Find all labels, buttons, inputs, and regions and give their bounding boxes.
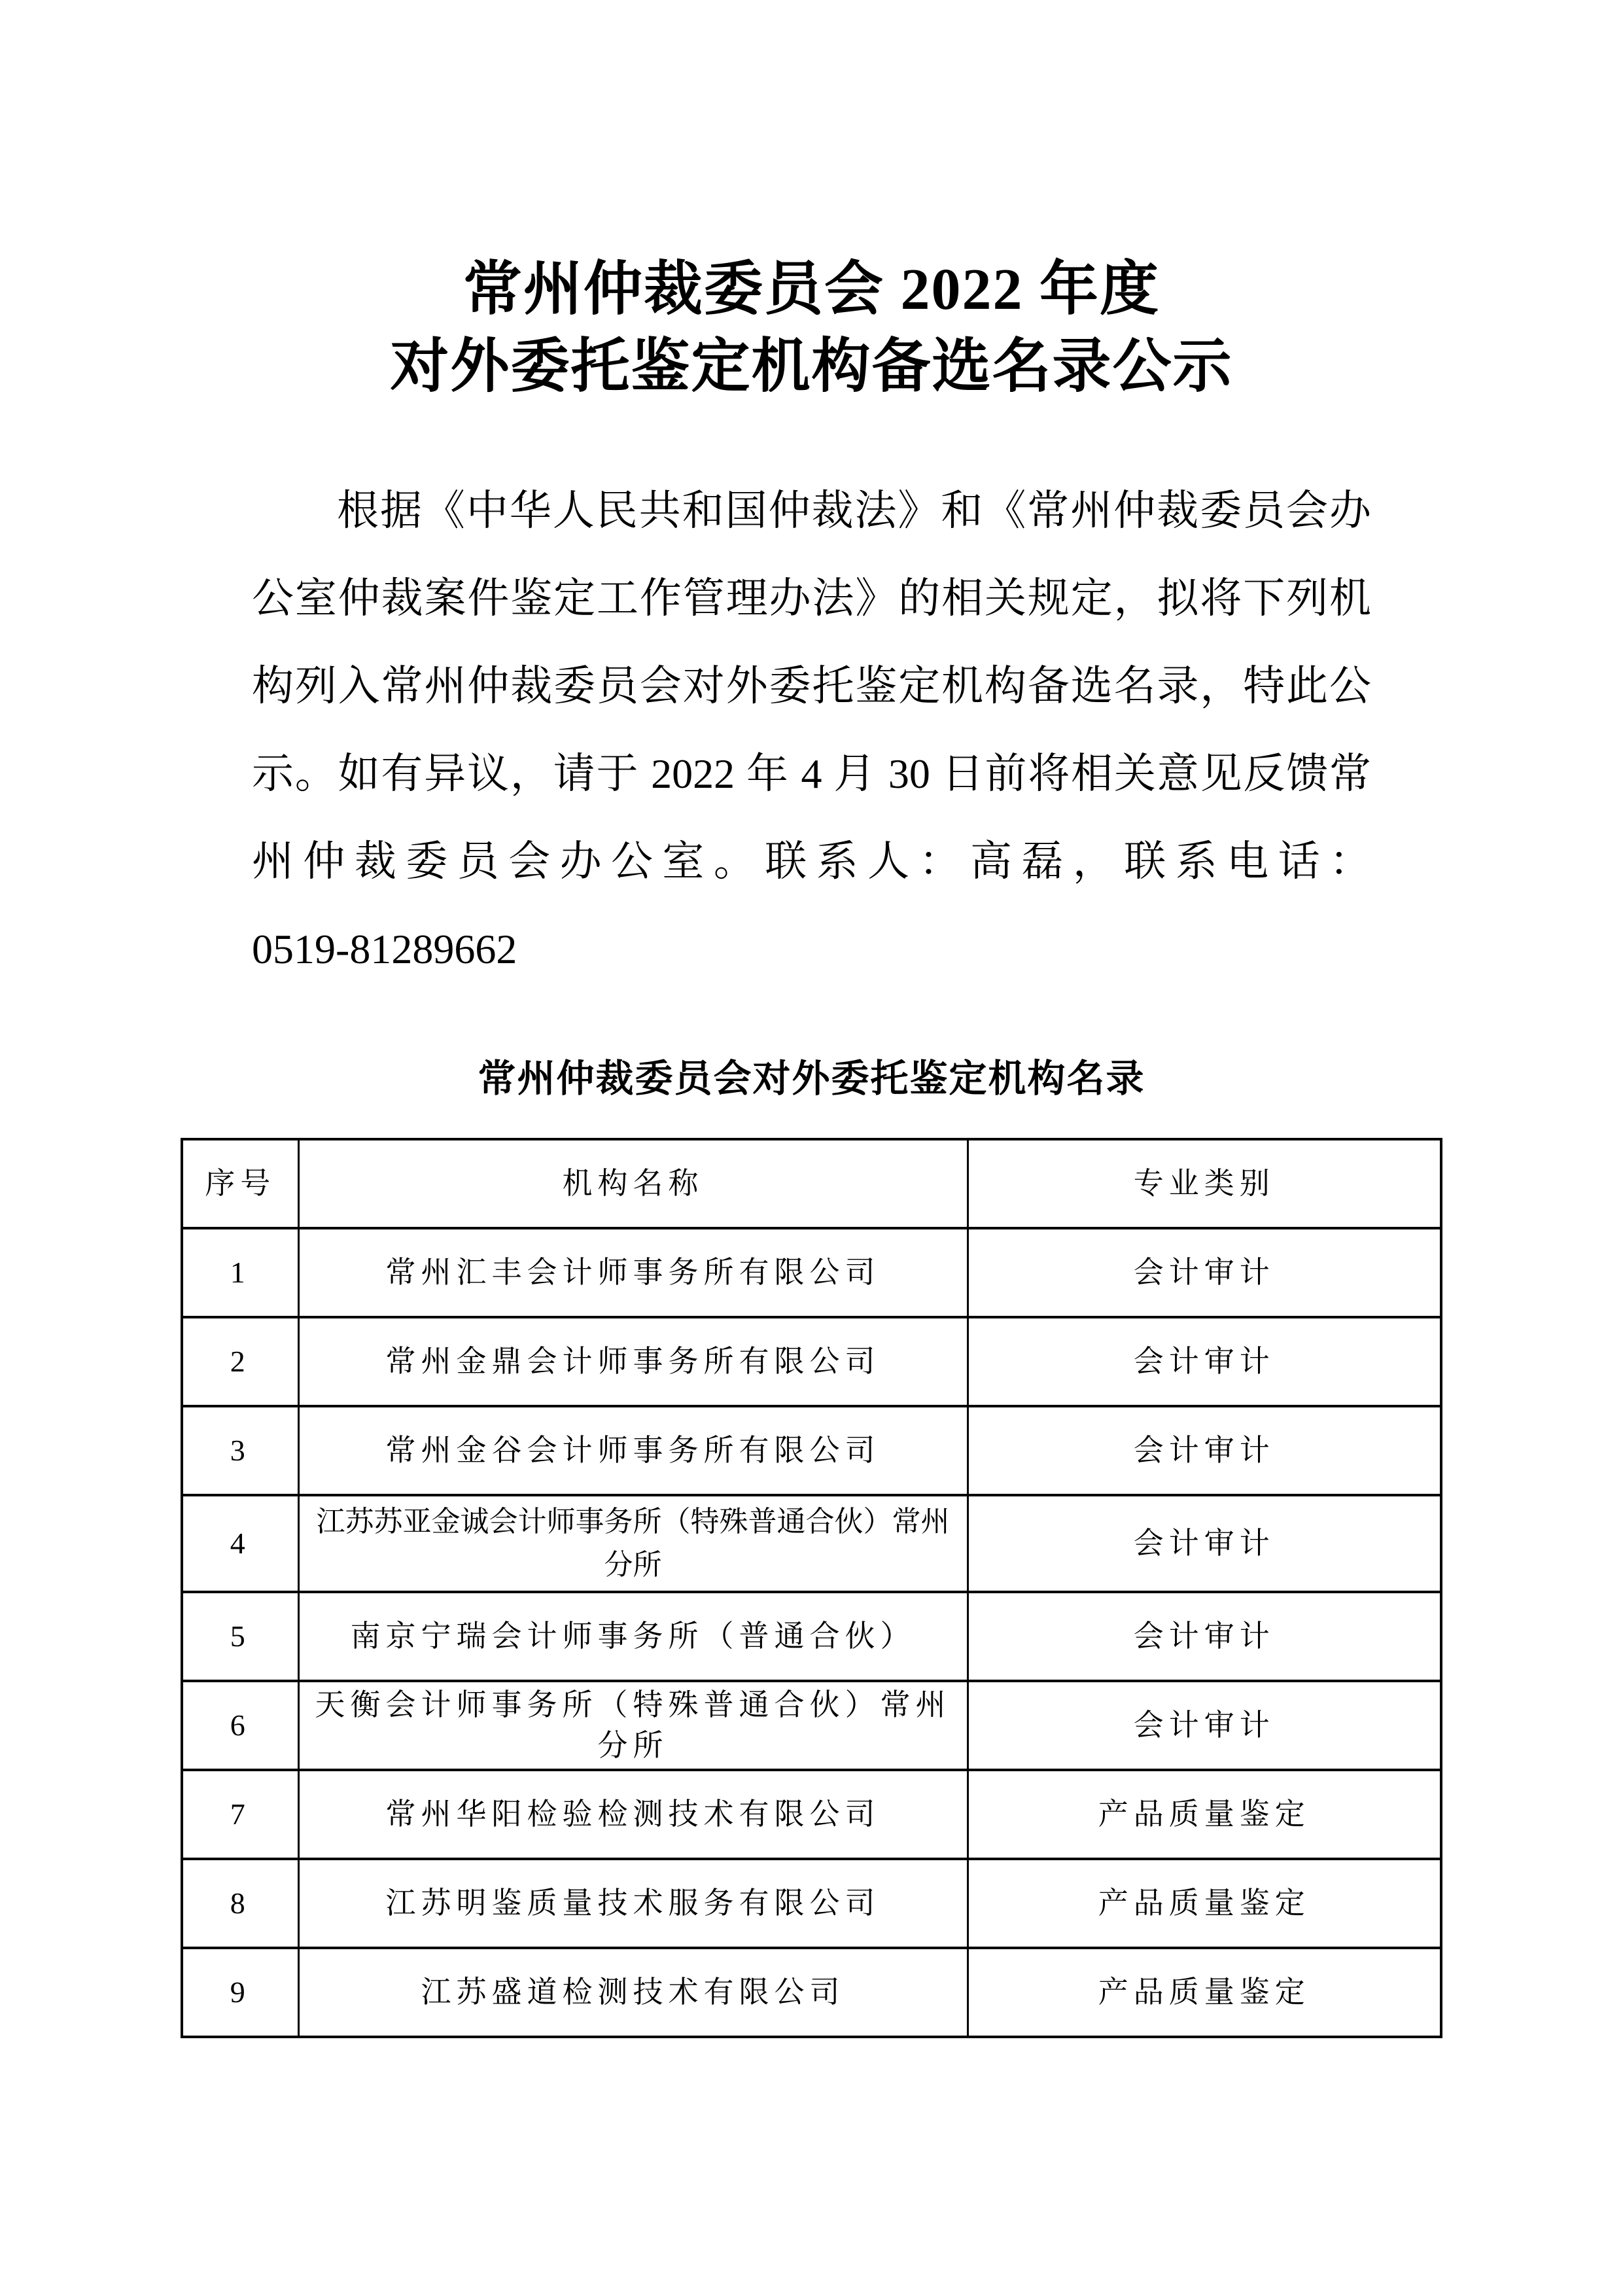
document-title [0,251,1623,406]
column-header-name: 机构名称 [298,1139,968,1228]
table-row [182,1406,1441,1495]
cell-name: 南京宁瑞会计师事务所（普通合伙） [298,1592,968,1681]
table-row [182,1317,1441,1406]
cell-name: 常州金鼎会计师事务所有限公司 [298,1317,968,1406]
document-title-line2: 对外委托鉴定机构备选名录公示 [390,334,1233,399]
cell-no: 7 [182,1770,298,1859]
body-paragraph [252,467,1371,993]
table-row [182,1228,1441,1317]
body-line: 示。如有异议，请于 2022 年 4 月 30 日前将相关意见反馈常 [252,751,1371,797]
document-title-line1: 常州仲裁委员会 2022 年度 [463,257,1160,322]
column-header-no: 序号 [182,1139,298,1228]
body-line: 根据《中华人民共和国仲裁法》和《常州仲裁委员会办 [337,487,1371,534]
cell-name: 常州华阳检验检测技术有限公司 [298,1770,968,1859]
table-row [182,1770,1441,1859]
cell-category: 产品质量鉴定 [968,1948,1441,2037]
cell-name: 天衡会计师事务所（特殊普通合伙）常州分所 [298,1681,968,1770]
cell-name: 江苏苏亚金诚会计师事务所（特殊普通合伙）常州分所 [298,1495,968,1592]
institutions-table [181,1138,1442,2038]
cell-category: 产品质量鉴定 [968,1859,1441,1948]
cell-name: 江苏明鉴质量技术服务有限公司 [298,1859,968,1948]
cell-category: 产品质量鉴定 [968,1770,1441,1859]
cell-category: 会计审计 [968,1228,1441,1317]
column-header-category: 专业类别 [968,1139,1441,1228]
cell-no: 2 [182,1317,298,1406]
cell-category: 会计审计 [968,1406,1441,1495]
cell-category: 会计审计 [968,1681,1441,1770]
body-line: 公室仲裁案件鉴定工作管理办法》的相关规定，拟将下列机 [252,575,1371,622]
table-row [182,1859,1441,1948]
cell-no: 9 [182,1948,298,2037]
cell-name: 常州汇丰会计师事务所有限公司 [298,1228,968,1317]
cell-no: 6 [182,1681,298,1770]
cell-no: 4 [182,1495,298,1592]
table-row [182,1681,1441,1770]
table-header-row [182,1139,1441,1228]
cell-name: 江苏盛道检测技术有限公司 [298,1948,968,2037]
cell-category: 会计审计 [968,1592,1441,1681]
cell-category: 会计审计 [968,1495,1441,1592]
table-row [182,1495,1441,1592]
cell-no: 8 [182,1859,298,1948]
cell-name: 常州金谷会计师事务所有限公司 [298,1406,968,1495]
cell-no: 5 [182,1592,298,1681]
table-row [182,1592,1441,1681]
phone-line: 0519-81289662 [252,926,517,972]
cell-category: 会计审计 [968,1317,1441,1406]
table-row [182,1948,1441,2037]
body-line: 构列入常州仲裁委员会对外委托鉴定机构备选名录，特此公 [252,663,1371,709]
cell-no: 1 [182,1228,298,1317]
body-line: 州仲裁委员会办公室。联系人：高磊，联系电话： [252,838,1371,885]
table-title: 常州仲裁委员会对外委托鉴定机构名录 [478,1057,1145,1100]
cell-no: 3 [182,1406,298,1495]
